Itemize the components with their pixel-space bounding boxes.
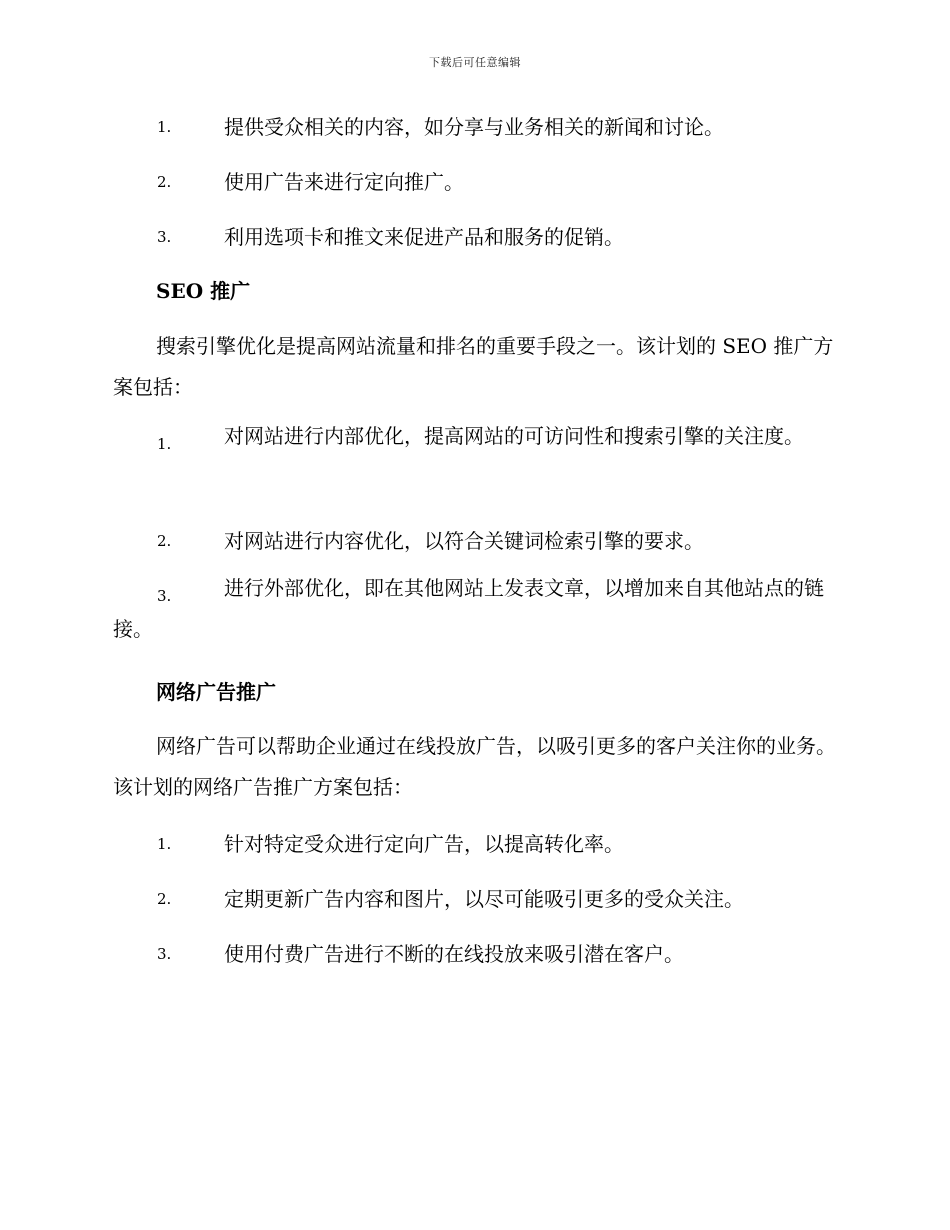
list-text: 针对特定受众进行定向广告，以提高转化率。: [224, 832, 624, 856]
list-number: 1.: [157, 118, 172, 136]
list-number: 3.: [157, 228, 172, 246]
list-text: 对网站进行内部优化，提高网站的可访问性和搜索引擎的关注度。: [224, 424, 804, 448]
section-heading-ads: 网络广告推广: [156, 680, 276, 704]
list-text: 对网站进行内容优化，以符合关键词检索引擎的要求。: [224, 529, 704, 553]
list-number: 3.: [157, 945, 172, 963]
list-number: 1.: [157, 435, 172, 453]
page-header: 下载后可任意编辑: [429, 56, 521, 69]
section-paragraph-ads: 网络广告可以帮助企业通过在线投放广告，以吸引更多的客户关注你的业务。该计划的网络广告推广方案包括：: [113, 734, 836, 799]
list-text: 利用选项卡和推文来促进产品和服务的促销。: [224, 225, 624, 249]
list-number: 2.: [157, 173, 172, 191]
section-heading-seo: SEO 推广: [156, 279, 251, 303]
list-number: 3.: [157, 587, 172, 605]
list-text: 定期更新广告内容和图片，以尽可能吸引更多的受众关注。: [224, 887, 744, 911]
section-paragraph-seo: 搜索引擎优化是提高网站流量和排名的重要手段之一。该计划的 SEO 推广方案包括：: [113, 334, 834, 399]
list-number: 2.: [157, 890, 172, 908]
list-number: 2.: [157, 532, 172, 550]
list-text: 提供受众相关的内容，如分享与业务相关的新闻和讨论。: [224, 115, 724, 139]
list-text: 使用付费广告进行不断的在线投放来吸引潜在客户。: [224, 942, 684, 966]
list-text: 使用广告来进行定向推广。: [224, 170, 464, 194]
list-text: 进行外部优化，即在其他网站上发表文章，以增加来自其他站点的链接。: [113, 576, 824, 641]
list-number: 1.: [157, 835, 172, 853]
